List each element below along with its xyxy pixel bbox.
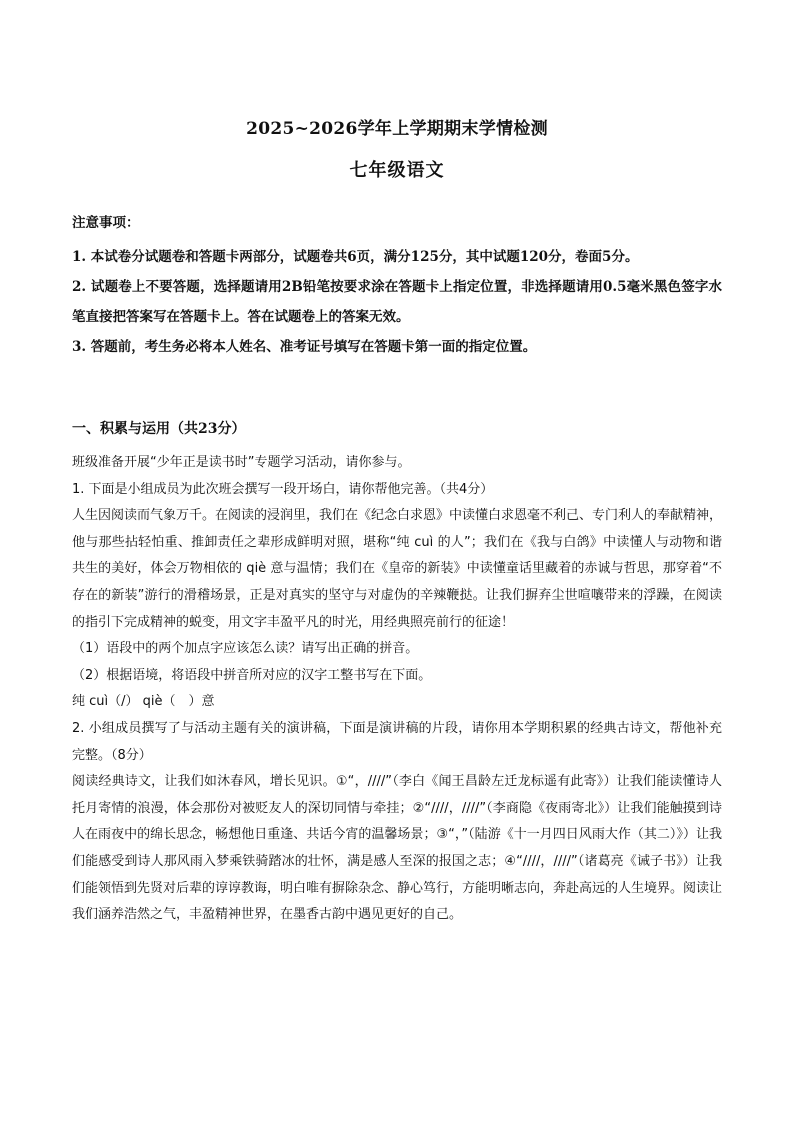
question-1-sub-2: （2）根据语境，将语段中拼音所对应的汉字工整书写在下面。 [72,667,432,683]
exam-subtitle: 七年级语文 [349,160,445,181]
note-item-1: 1. 本试卷分试题卷和答题卡两部分，试题卷共6页，满分125分，其中试题120分，卷面5分。 [72,249,639,265]
exam-title: 2025~2026学年上学期期末学情检测 [246,119,548,139]
note-item-2: 2. 试题卷上不要答题，选择题请用2B铅笔按要求涂在答题卡上指定位置，非选择题请用0.5毫米黑色签字水笔直接把答案写在答题卡上。答在试题卷上的答案无效。 [72,279,722,325]
section-heading: 一、积累与运用（共23分） [72,421,246,437]
notes-list [72,242,722,362]
question-1-passage: 人生因阅读而气象万千。在阅读的浸润里，我们在《纪念白求恩》中读懂白求恩毫不利己、专门利人的奉献精神，他与那些拈轻怕重、推卸责任之辈形成鲜明对照，堪称“纯 cuì 的人”；我们在《我与白鸽》中读懂人与动物和谐共生的美好，体会万物相依的 qiè 意与温情；我们在《皇帝的新装》中读懂童话里藏着的赤诚与哲思，那穿着“不存在的新装”游行的滑稽场景，正是对真实的坚守与对虚伪的辛辣鞭挞。让我们摒弃尘世喧嚷带来的浮躁，在阅读的指引下完成精神的蜕变，用文字丰盈平凡的时光，用经典照亮前行的征途！ [72,508,723,630]
section-content [72,450,722,929]
question-1-stem: 1. 下面是小组成员为此次班会撰写一段开场白，请你帮他完善。（共4分） [72,481,494,497]
question-2-stem: 2. 小组成员撰写了与活动主题有关的演讲稿，下面是演讲稿的片段，请你用本学期积累的经典古诗文，帮他补充完整。（8分） [72,720,722,763]
question-2-passage: 阅读经典诗文，让我们如沐春风，增长见识。①“，////”（李白《闻王昌龄左迁龙标遥有此寄》）让我们能读懂诗人托月寄情的浪漫，体会那份对被贬友人的深切同情与牵挂；②“////，////”（李商隐《夜雨寄北》）让我们能触摸到诗人在雨夜中的绵长思念，畅想他日重逢、共话今宵的温馨场景；③“，”（陆游《十一月四日风雨大作（其二）》）让我们能感受到诗人那风雨入梦乘铁骑踏冰的壮怀，满是感人至深的报国之志；④“////，////”（诸葛亮《诫子书》）让我们能领悟到先贤对后辈的谆谆教诲，明白唯有摒除杂念、静心笃行，方能明晰志向，奔赴高远的人生境界。阅读让我们涵养浩然之气，丰盈精神世界，在墨香古韵中遇见更好的自己。 [72,774,723,923]
activity-intro: 班级准备开展“少年正是读书时”专题学习活动，请你参与。 [72,455,411,470]
notes-heading: 注意事项： [72,215,140,231]
question-1-answer-line: 纯 cuì（/） qiè（ ）意 [72,694,215,710]
note-item-3: 3. 答题前，考生务必将本人姓名、准考证号填写在答题卡第一面的指定位置。 [72,339,537,355]
question-1-sub-1: （1）语段中的两个加点字应该怎么读？请写出正确的拼音。 [72,641,419,657]
